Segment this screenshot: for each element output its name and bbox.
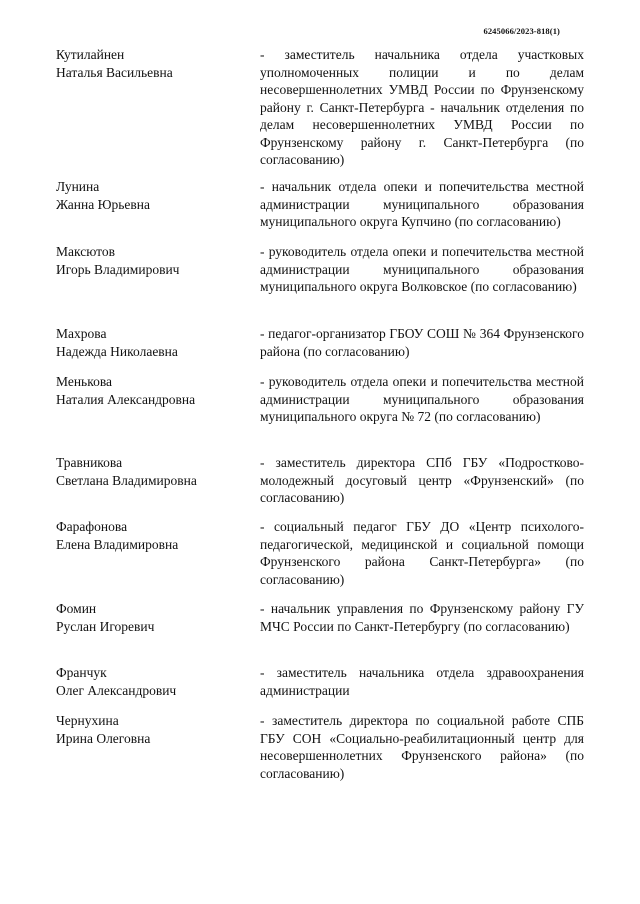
member-role: - педагог-организатор ГБОУ СОШ № 364 Фрунзенского района (по согласованию) xyxy=(260,326,584,359)
member-given-name: Жанна Юрьевна xyxy=(56,196,150,212)
member-name xyxy=(56,325,256,360)
member-surname: Лунина xyxy=(56,179,100,194)
member-role: - начальник отдела опеки и попечительства местной администрации муниципального образования муниципального округа Купчино (по согласованию) xyxy=(260,179,584,229)
member-surname: Чернухина xyxy=(56,713,119,728)
member-role: - заместитель директора СПб ГБУ «Подростково-молодежный досуговый центр «Фрунзенский» (по согласованию) xyxy=(260,455,584,505)
member-name xyxy=(56,518,256,553)
member-role: - заместитель начальника отдела участковых уполномоченных полиции и по делам несовершеннолетних УМВД России по Фрунзенскому району г. Санкт-Петербурга - начальник отделения по делам несовершеннолетних УМВД России по Фрунзенскому району г. Санкт-Петербурга (по согласованию) xyxy=(260,47,584,167)
member-name xyxy=(56,46,256,81)
member-surname: Франчук xyxy=(56,665,107,680)
member-role: - социальный педагог ГБУ ДО «Центр психолого-педагогической, медицинской и социальной помощи Фрунзенского района Санкт-Петербурга» (по согласованию) xyxy=(260,519,584,587)
member-surname: Травникова xyxy=(56,455,123,470)
member-surname: Кутилайнен xyxy=(56,47,125,62)
member-given-name: Наталия Александровна xyxy=(56,391,196,407)
member-surname: Фомин xyxy=(56,601,97,616)
member-surname: Махрова xyxy=(56,326,107,341)
member-name xyxy=(56,243,256,278)
member-surname: Менькова xyxy=(56,374,113,389)
member-surname: Максютов xyxy=(56,244,115,259)
member-role: - заместитель директора по социальной работе СПБ ГБУ СОН «Социально-реабилитационный центр для несовершеннолетних Фрунзенского района» (по согласованию) xyxy=(260,713,584,781)
member-given-name: Наталья Васильевна xyxy=(56,64,173,80)
member-given-name: Игорь Владимирович xyxy=(56,261,180,277)
member-role: - руководитель отдела опеки и попечительства местной администрации муниципального образования муниципального округа № 72 (по согласованию) xyxy=(260,374,584,424)
member-given-name: Елена Владимировна xyxy=(56,536,179,552)
member-name xyxy=(56,712,256,747)
member-given-name: Руслан Игоревич xyxy=(56,618,155,634)
member-given-name: Надежда Николаевна xyxy=(56,343,178,359)
document-number: 6245066/2023-818(1) xyxy=(483,26,560,36)
member-name xyxy=(56,373,256,408)
member-given-name: Олег Александрович xyxy=(56,682,177,698)
member-role: - начальник управления по Фрунзенскому району ГУ МЧС России по Санкт-Петербургу (по согласованию) xyxy=(260,601,584,634)
member-name xyxy=(56,600,256,635)
member-role: - руководитель отдела опеки и попечительства местной администрации муниципального образования муниципального округа Волковское (по согласованию) xyxy=(260,244,584,294)
member-surname: Фарафонова xyxy=(56,519,128,534)
member-name xyxy=(56,178,256,213)
member-name xyxy=(56,454,256,489)
member-role: - заместитель начальника отдела здравоохранения администрации xyxy=(260,665,584,698)
member-given-name: Ирина Олеговна xyxy=(56,730,151,746)
member-given-name: Светлана Владимировна xyxy=(56,472,197,488)
member-name xyxy=(56,664,256,699)
